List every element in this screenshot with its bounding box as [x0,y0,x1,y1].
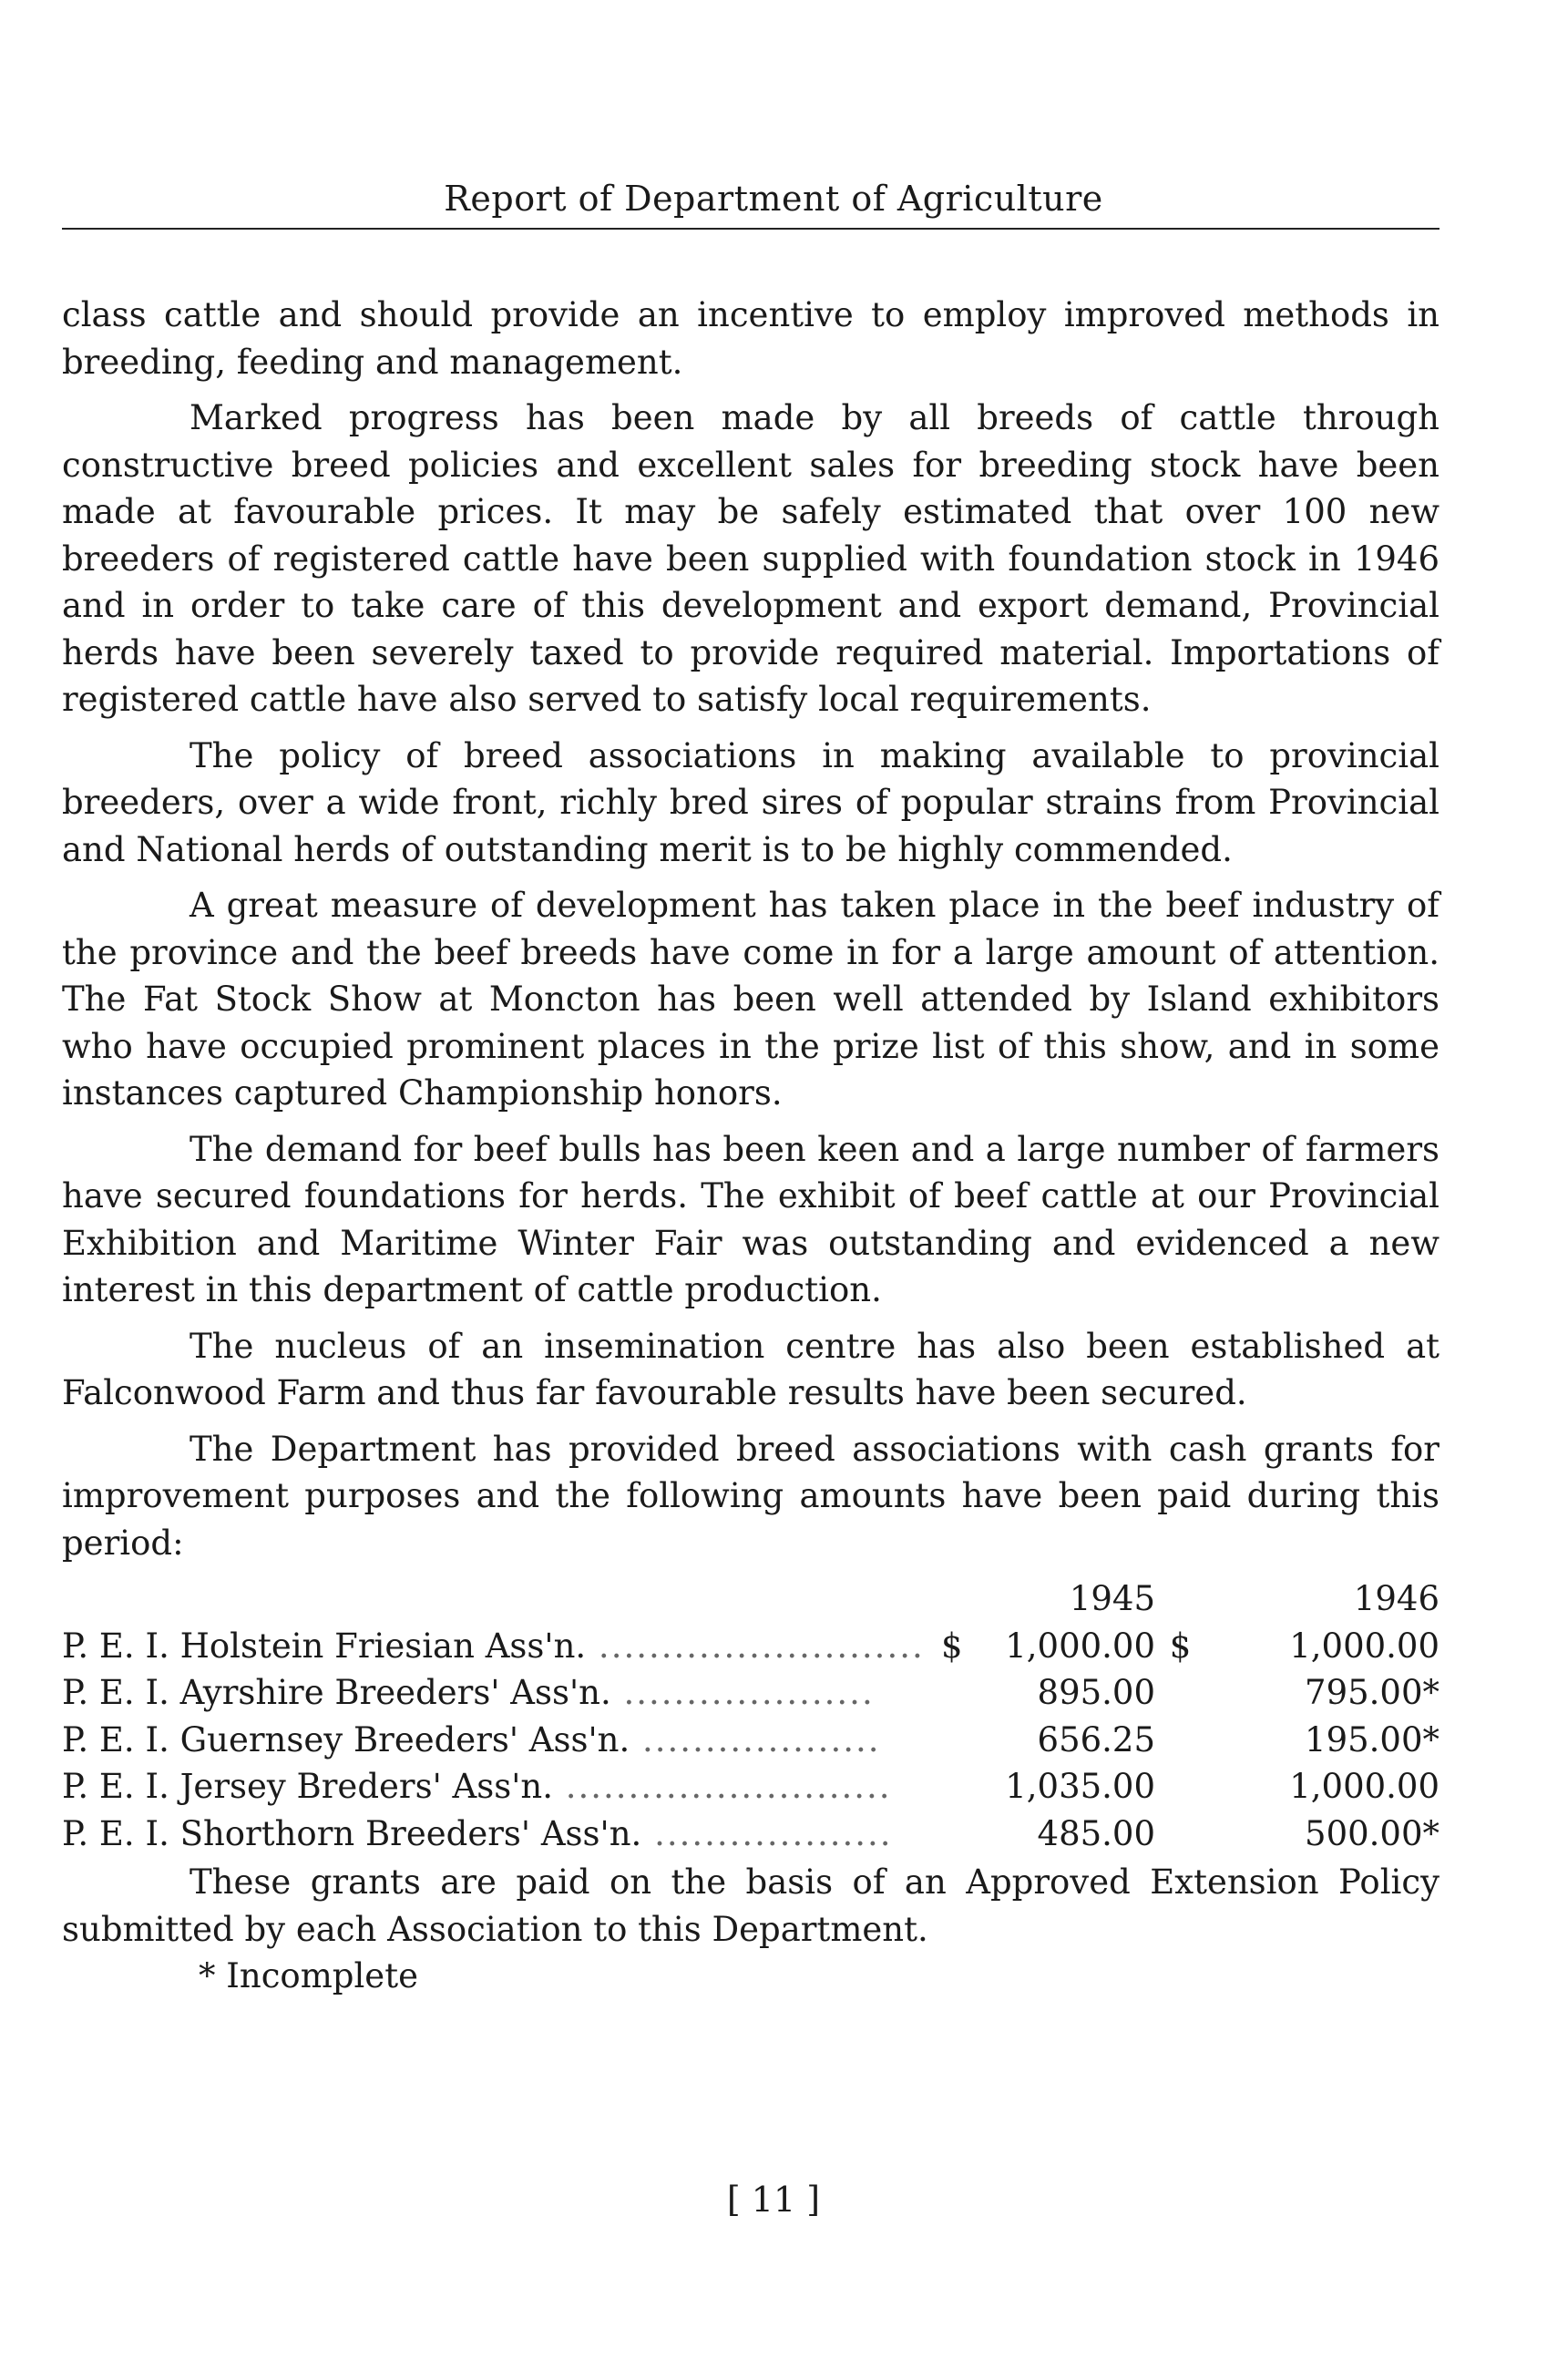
amount-1945: 895.00 [1037,1673,1155,1712]
dot-leader: .......................... [552,1767,892,1806]
paragraph: These grants are paid on the basis of an Approved Extension Policy submitted by each Association to this Department. [62,1862,1439,1949]
currency-sign [941,1669,991,1717]
currency-sign: $ [1169,1626,1192,1666]
association-name: P. E. I. Holstein Friesian Ass'n. [62,1626,587,1666]
amount-1946: 195.00* [1305,1719,1439,1759]
association-name: P. E. I. Ayrshire Breeders' Ass'n. [62,1673,611,1712]
currency-sign [1155,1669,1205,1717]
currency-sign [1155,1717,1205,1764]
body-text [62,292,1439,2000]
table-row [62,1669,1439,1717]
table-row [62,1623,1439,1670]
association-name: P. E. I. Jersey Breders' Ass'n. [62,1767,553,1806]
amount-1945: 656.25 [1037,1719,1155,1759]
currency-sign [941,1811,991,1858]
paragraph: A great measure of development has taken place in the beef industry of the province and the beef breeds have come in for a large amount of attention. The Fat Stock Show at Moncton has been well attended by Island exhibitors who have occupied prominent places in the prize list of this show, and in some instances captured Championship honors. [62,886,1439,1113]
amount-1946: 1,000.00 [1289,1626,1439,1666]
association-name: P. E. I. Guernsey Breeders' Ass'n. [62,1719,630,1759]
dot-leader: .................... [610,1673,875,1712]
table-row [62,1717,1439,1764]
table-row [62,1811,1439,1858]
footnote: * Incomplete [199,1956,418,1995]
paragraph: The Department has provided breed associations with cash grants for improvement purposes and the following amounts have been paid during this period: [62,1429,1439,1563]
currency-sign [941,1763,991,1811]
dot-leader: ................... [641,1813,893,1853]
year-header: 1945 [1069,1579,1155,1618]
table-header-row [62,1575,1439,1623]
currency-sign [1155,1811,1205,1858]
table-footnotes [62,1859,1439,2000]
amount-1946: 795.00* [1305,1673,1439,1712]
paragraph: The demand for beef bulls has been keen and a large number of farmers have secured foundations for herds. The exhibit of beef cattle at our Provincial Exhibition and Maritime Winter Fair was outstanding and evidenced a new interest in this department of cattle production. [62,1129,1439,1309]
grants-table [62,1575,1439,1857]
year-header: 1946 [1353,1579,1439,1618]
association-name: P. E. I. Shorthorn Breeders' Ass'n. [62,1813,642,1853]
paragraph: Marked progress has been made by all breeds of cattle through constructive breed policies and excellent sales for breeding stock have been made at favourable prices. It may be safely estimated that over 100 new breeders of registered cattle have been supplied with foundation stock in 1946 and in order to take care of this development and export demand, Provincial herds have been severely taxed to provide required material. Importations of registered cattle have also served to satisfy local requirements. [62,398,1439,719]
running-header: Report of Department of Agriculture [444,179,1103,219]
table-row [62,1763,1439,1811]
amount-1946: 500.00* [1305,1813,1439,1853]
paragraph: The policy of breed associations in making available to provincial breeders, over a wide front, richly bred sires of popular strains from Provincial and National herds of outstanding merit is to be highly commended. [62,735,1439,869]
paragraph: The nucleus of an insemination centre has also been established at Falconwood Farm and thus far favourable results have been secured. [62,1326,1439,1412]
header-rule [62,228,1439,230]
amount-1945: 485.00 [1037,1813,1155,1853]
amount-1946: 1,000.00 [1289,1767,1439,1806]
dot-leader: ................... [630,1719,881,1759]
amount-1945: 1,035.00 [1005,1767,1155,1806]
currency-sign [1155,1763,1205,1811]
page-number: [ 11 ] [726,2180,821,2220]
dot-leader: .......................... [586,1626,925,1666]
currency-sign [941,1717,991,1764]
currency-sign: $ [941,1626,963,1666]
paragraph: class cattle and should provide an incentive to employ improved methods in breeding, feeding and management. [62,295,1439,382]
amount-1945: 1,000.00 [1005,1626,1155,1666]
